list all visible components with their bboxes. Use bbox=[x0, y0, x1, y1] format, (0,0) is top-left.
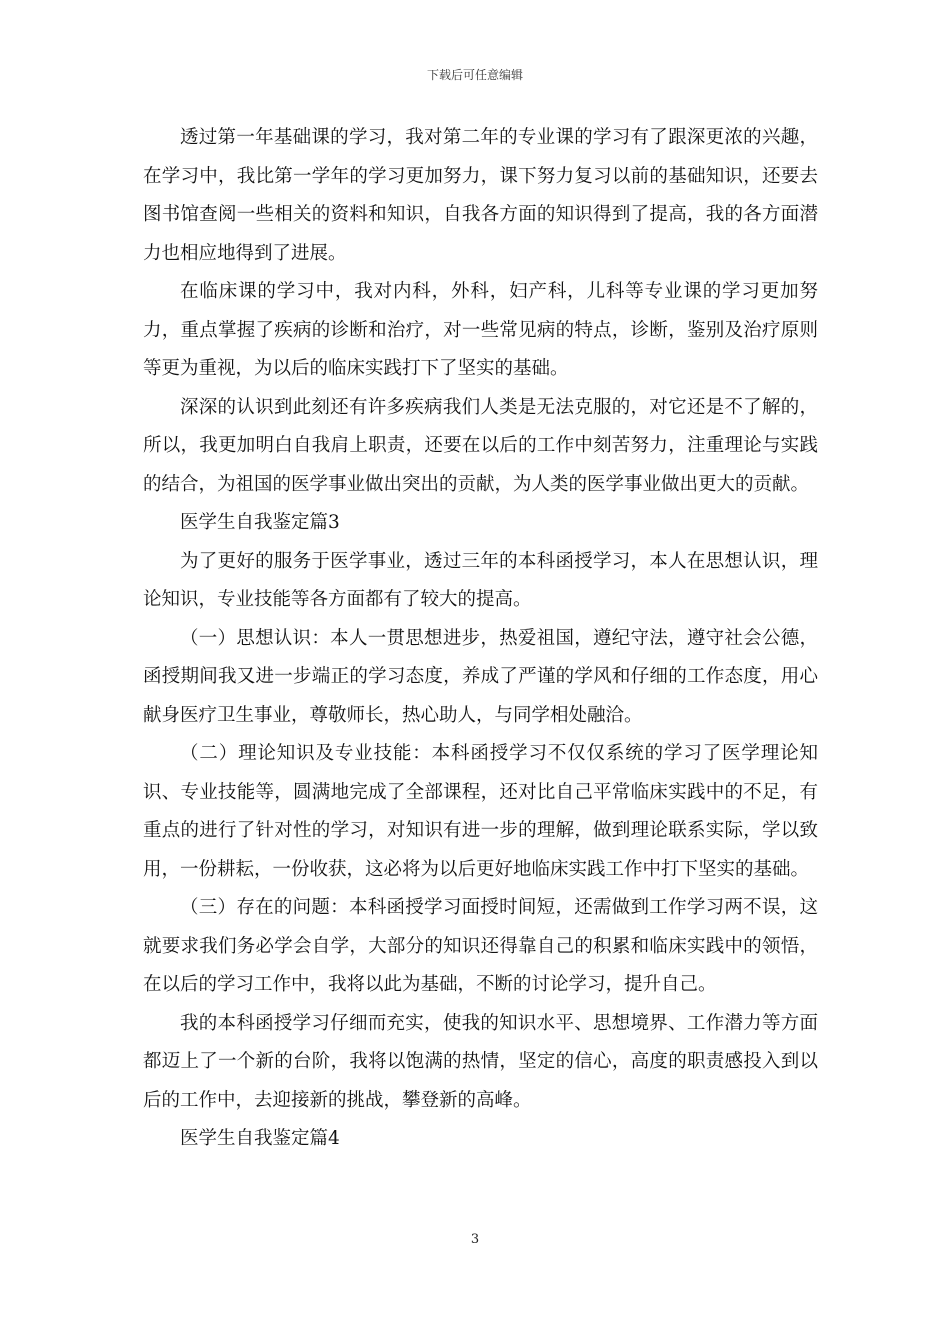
paragraph-5: （一）思想认识：本人一贯思想进步，热爱祖国，遵纪守法，遵守社会公德，函授期间我又进一步端正的学习态度，养成了严谨的学风和仔细的工作态度，用心献身医疗卫生事业，尊敬师长，热心助人，与同学相处融洽。 bbox=[143, 627, 818, 726]
paragraph-6: （二）理论知识及专业技能：本科函授学习不仅仅系统的学习了医学理论知识、专业技能等，圆满地完成了全部课程，还对比自己平常临床实践中的不足，有重点的进行了针对性的学习，对知识有进一步的理解，做到理论联系实际，学以致用，一份耕耘，一份收获，这必将为以后更好地临床实践工作中打下坚实的基础。 bbox=[143, 743, 818, 880]
page-number: 3 bbox=[470, 1232, 480, 1247]
section-heading-3: 医学生自我鉴定篇3 bbox=[180, 512, 340, 533]
section-heading-4: 医学生自我鉴定篇4 bbox=[180, 1128, 340, 1149]
paragraph-2: 在临床课的学习中，我对内科，外科，妇产科，儿科等专业课的学习更加努力，重点掌握了疾病的诊断和治疗，对一些常见病的特点，诊断，鉴别及治疗原则等更为重视，为以后的临床实践打下了坚实的基础。 bbox=[143, 281, 818, 379]
document-body bbox=[143, 119, 818, 1159]
paragraph-4: 为了更好的服务于医学事业，透过三年的本科函授学习，本人在思想认识，理论知识，专业技能等各方面都有了较大的提高。 bbox=[143, 550, 818, 610]
paragraph-1: 透过第一年基础课的学习，我对第二年的专业课的学习有了跟深更浓的兴趣，在学习中，我比第一学年的学习更加努力，课下努力复习以前的基础知识，还要去图书馆查阅一些相关的资料和知识，自我各方面的知识得到了提高，我的各方面潜力也相应地得到了进展。 bbox=[143, 127, 818, 264]
page-header: 下载后可任意编辑 bbox=[426, 68, 523, 82]
paragraph-3: 深深的认识到此刻还有许多疾病我们人类是无法克服的，对它还是不了解的，所以，我更加明白自我肩上职责，还要在以后的工作中刻苦努力，注重理论与实践的结合，为祖国的医学事业做出突出的贡献，为人类的医学事业做出更大的贡献。 bbox=[143, 396, 818, 495]
paragraph-8: 我的本科函授学习仔细而充实，使我的知识水平、思想境界、工作潜力等方面都迈上了一个新的台阶，我将以饱满的热情，坚定的信心，高度的职责感投入到以后的工作中，去迎接新的挑战，攀登新的高峰。 bbox=[143, 1012, 818, 1111]
paragraph-7: （三）存在的问题：本科函授学习面授时间短，还需做到工作学习两不误，这就要求我们务必学会自学，大部分的知识还得靠自己的积累和临床实践中的领悟，在以后的学习工作中，我将以此为基础，不断的讨论学习，提升自己。 bbox=[143, 897, 818, 995]
